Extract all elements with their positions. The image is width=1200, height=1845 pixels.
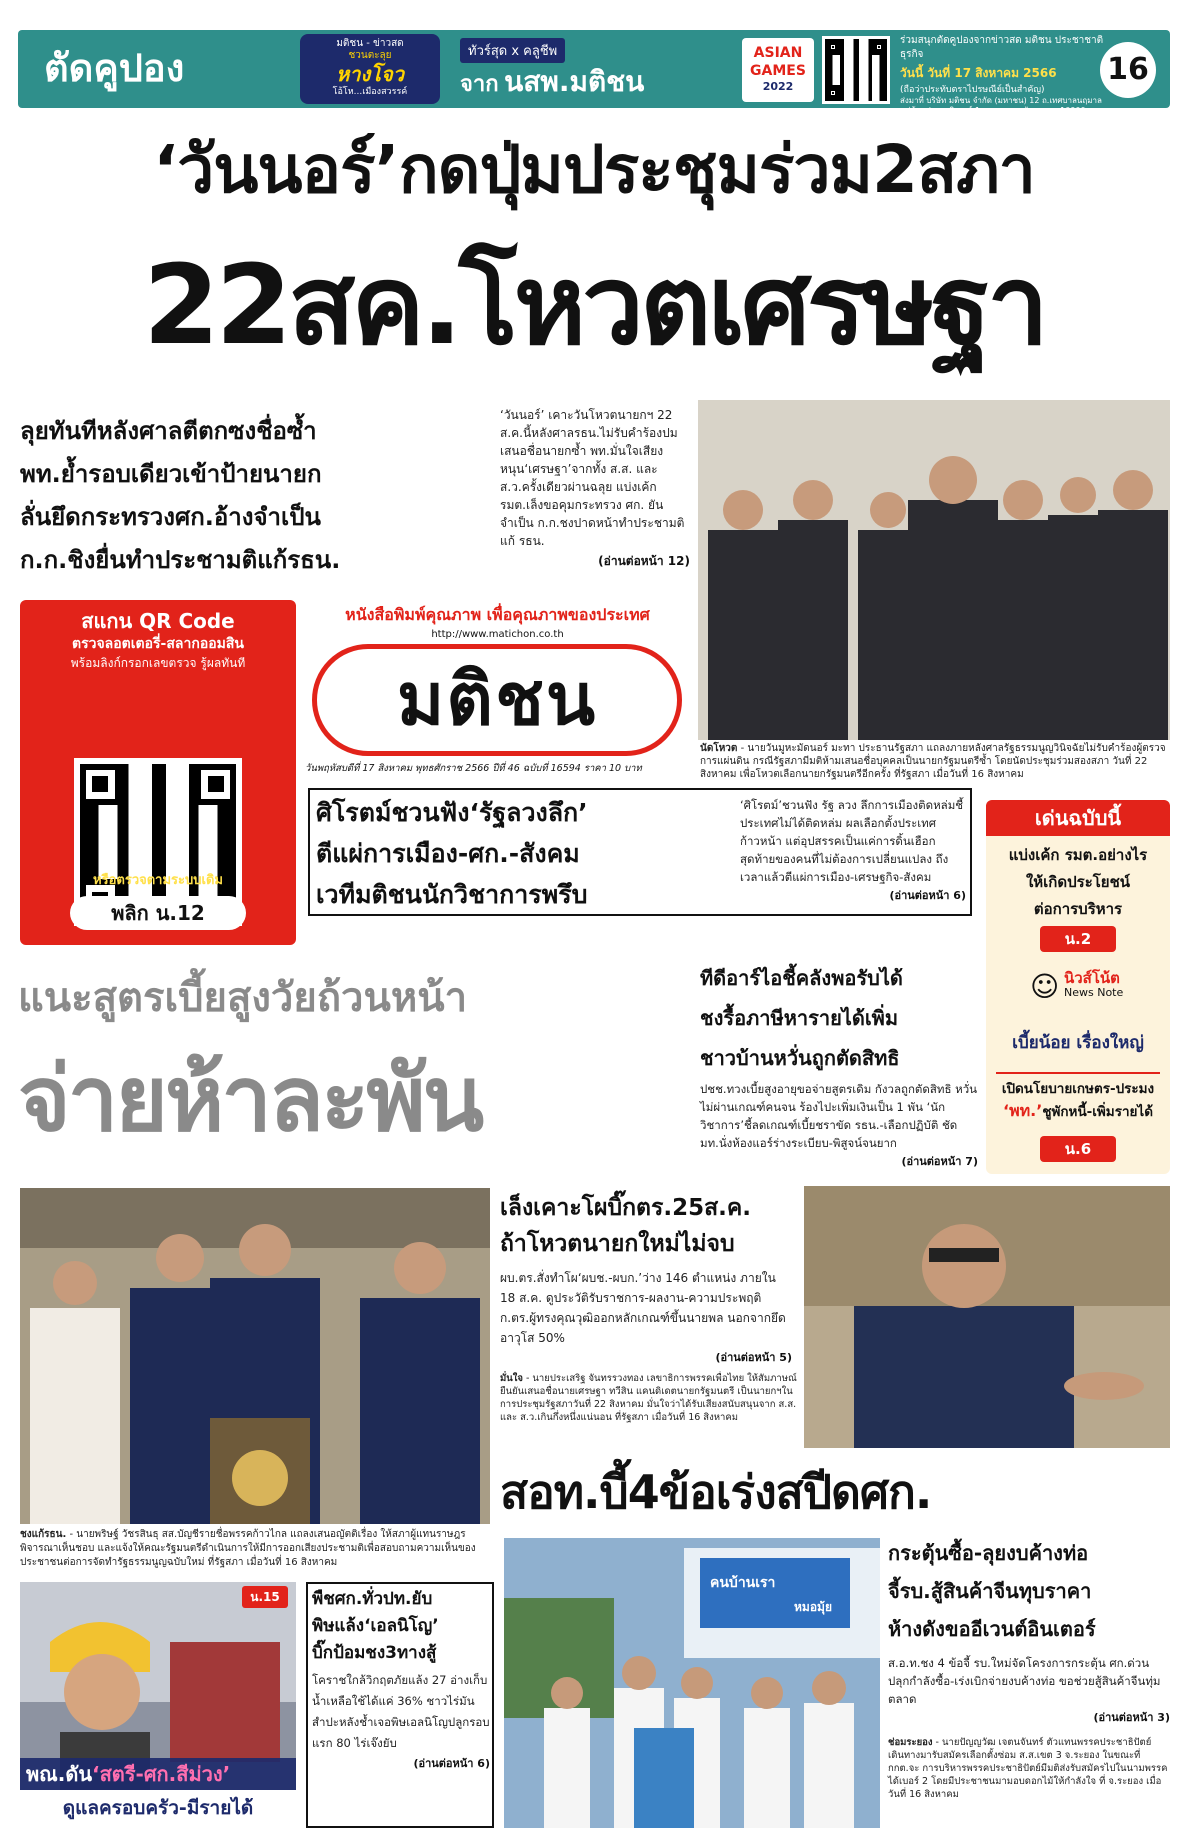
promo-main: หางโจว bbox=[336, 62, 404, 86]
bottom-photo-caption bbox=[888, 1736, 1170, 1801]
headline-line1: ‘วันนอร์’กดปุ่มประชุมร่วม2สภา bbox=[153, 131, 1035, 208]
bottom-photo bbox=[504, 1538, 880, 1828]
crops-more: (อ่านต่อหน้า 6) bbox=[413, 1757, 490, 1770]
promo-badge bbox=[300, 34, 440, 104]
seminar-head-3: เวทีมติชนนักวิชาการพรึบ bbox=[316, 880, 588, 909]
highlights-item3-l1: เปิดนโยบายเกษตร-ประมง bbox=[1001, 1081, 1155, 1097]
worker-page[interactable]: น.15 bbox=[242, 1586, 288, 1608]
crops-head-3: บิ๊กป้อมชง3ทางสู้ bbox=[312, 1643, 437, 1663]
newsnote-th: นิวส์โน้ต bbox=[1064, 969, 1120, 987]
police-head-2: ถ้าโหวตนายกใหม่ไม่จบ bbox=[500, 1231, 735, 1257]
header-address: ส่งมาที่ บริษัท มติชน จำกัด (มหาชน) 12 ถ.เทศบาลนฤมาล หมู่บ้านประชานิเวศน์ 1 ลาดยาว จตุจักร กทม. 10900 bbox=[900, 96, 1102, 115]
elderly-sub-2: ชงรื้อภาษีหารายได้เพิ่ม bbox=[700, 1006, 899, 1030]
top-photo-caption-text: - นายวันมูหะมัดนอร์ มะทา ประธานรัฐสภา แถลงภายหลังศาลรัฐธรรมนูญวินิจฉัยไม่รับคำร้องผู้ตรวจการแผ่นดิน กรณีรัฐสภามีมติห้ามเสนอชื่อบุคคลเป็นนายกรัฐมนตรีซ้ำ โดยนัดประชุมร่วมสองสภา วันที่ 22 สิงหาคม เพื่อโหวตเลือกนายกรัฐมนตรีอีกครั้ง ที่รัฐสภา เมื่อวันที่ 16 สิงหาคม bbox=[700, 743, 1166, 780]
date-note: (ถือว่าประทับตราไปรษณีย์เป็นสำคัญ) bbox=[900, 85, 1045, 95]
elderly-sub-3: ชาวบ้านหวั่นถูกตัดสิทธิ bbox=[700, 1046, 900, 1070]
police-head bbox=[500, 1190, 800, 1262]
masthead-url: http://www.matichon.co.th bbox=[431, 629, 564, 640]
elderly-sub-1: ทีดีอาร์ไอชี้คลังพอรับได้ bbox=[700, 966, 903, 990]
bottom-photo-caption-title: ช่อมระยอง bbox=[888, 1737, 933, 1748]
newsnote-icon: ☺ bbox=[1030, 970, 1060, 1003]
asian-games-3: 2022 bbox=[762, 80, 794, 93]
fti-head: สอท.บี้4ข้อเร่งสปีดศก. bbox=[500, 1465, 932, 1519]
crops-head bbox=[312, 1586, 492, 1667]
seminar-head-1: ศิโรตม์ชวนฟัง‘รัฐลวงลึก’ bbox=[316, 798, 588, 827]
qr-ad-page-ref: พลิก น.12 bbox=[70, 896, 246, 930]
crops-head-2: พิษแล้ง‘เอลนิโญ’ bbox=[312, 1616, 439, 1636]
worker-line1-b: ‘สตรี-ศก.สีม่วง’ bbox=[92, 1762, 231, 1786]
tour-small: ทัวร์สุด x คลูชีพ bbox=[460, 38, 565, 63]
highlights-item1-l3: ต่อการบริหาร bbox=[1033, 900, 1123, 918]
highlights-item1-l2: ให้เกิดประโยชน์ bbox=[1025, 873, 1131, 891]
elderly-head2: จ่ายห้าละพัน bbox=[18, 1047, 482, 1152]
worker-line1-a: พณ.ดัน bbox=[26, 1762, 92, 1786]
promo-small: มติชน - ข่าวสด bbox=[336, 38, 404, 49]
crops-body: โคราชใกล้วิกฤตภัยแล้ง 27 อ่างเก็บน้ำเหลือใช้ได้แค่ 36% ชาวไร่มันสำปะหลังช้ำเจอพิษเอลนิโญปลูกรอบแรก 80 ไร่เจ๊งยับ bbox=[312, 1673, 490, 1750]
seminar-more: (อ่านต่อหน้า 6) bbox=[889, 889, 966, 902]
asian-games-1: ASIAN bbox=[753, 45, 803, 61]
header-date: วันนี้ วันที่ 17 สิงหาคม 2566 bbox=[900, 66, 1057, 80]
lead-line-3: ลั่นยึดกระทรวงศก.อ้างจำเป็น bbox=[20, 503, 321, 531]
header-qr-code bbox=[822, 36, 890, 104]
left-photo-caption bbox=[20, 1528, 490, 1570]
police-head-1: เล็งเคาะโผบิ๊กตร.25ส.ค. bbox=[500, 1195, 751, 1221]
left-photo-caption-text: - นายพริษฐ์ วัชรสินธุ สส.บัญชีรายชื่อพรรคก้าวไกล แถลงเสนอญัตติเรื่อง ให้สภาผู้แทนราษฎรพิจารณาเห็นชอบ และแจ้งให้คณะรัฐมนตรีดำเนินการให้มีการออกเสียงประชามติเพื่อสอบถามความเห็นของประชาชนต่อการจัดทำรัฐธรรมนูญฉบับใหม่ ที่รัฐสภา เมื่อวันที่ 16 สิงหาคม bbox=[20, 1529, 476, 1568]
masthead-logo-text: มติชน bbox=[396, 657, 598, 741]
highlights-divider bbox=[996, 1072, 1160, 1074]
mid-photo-caption-title: มั่นใจ bbox=[500, 1373, 523, 1384]
mid-photo bbox=[804, 1186, 1170, 1448]
left-photo bbox=[20, 1188, 490, 1524]
tour-from: จาก bbox=[460, 72, 499, 97]
bottom-photo-crowd bbox=[504, 1538, 880, 1828]
qr-ad-alt: หรือตรวจตามระบบเดิม bbox=[93, 873, 223, 888]
masthead-slogan: หนังสือพิมพ์คุณภาพ เพื่อคุณภาพของประเทศ bbox=[345, 605, 650, 624]
lead-more: (อ่านต่อหน้า 12) bbox=[598, 554, 690, 568]
qr-ad-title: สแกน QR Code bbox=[81, 609, 235, 633]
seminar-body: ‘ศิโรตม์’ชวนฟัง รัฐ ลวง ลึกการเมืองติดหล่มชี้ประเทศไม่ได้ติดหล่ม ผลเลือกตั้งประเทศก้าวหน้า แต่อุปสรรคเป็นแค่การดิ้นเฮือกสุดท้ายของคนที่ไม่ต้องการเปลี่ยนแปลง ถึงเวลาแล้วตีแผ่การเมือง-เศรษฐกิจ-สังคม bbox=[740, 798, 964, 884]
lead-summary bbox=[20, 410, 490, 582]
seminar-head-2: ตีแผ่การเมือง-ศก.-สังคม bbox=[316, 839, 580, 868]
mid-photo-caption bbox=[500, 1372, 798, 1424]
top-photo-people bbox=[698, 400, 1170, 740]
asian-games-2: GAMES bbox=[750, 63, 806, 79]
elderly-more: (อ่านต่อหน้า 7) bbox=[901, 1155, 978, 1168]
fti-sub-3: ห้างดังขออีเวนต์อินเตอร์ bbox=[888, 1617, 1096, 1641]
tour-main: นสพ.มติชน bbox=[504, 65, 645, 98]
qr-ad-line2: พร้อมลิงก์กรอกเลขตรวจ รู้ผลทันที bbox=[70, 656, 246, 670]
elderly-sub bbox=[700, 958, 980, 1078]
elderly-head1: แนะสูตรเบี้ยสูงวัยถ้วนหน้า bbox=[18, 975, 468, 1021]
left-photo-people bbox=[20, 1188, 490, 1524]
masthead-issue: วันพฤหัสบดีที่ 17 สิงหาคม พุทธศักราช 2566 ปีที่ 46 ฉบับที่ 16594 ราคา 10 บาท bbox=[305, 763, 642, 774]
police-body: ผบ.ตร.สั่งทำโผ‘ผบช.-ผบก.’ว่าง 146 ตำแหน่ง ภายใน 18 ส.ค. ดูประวัติรับราชการ-ผลงาน-ความประพฤติ ก.ตร.ผู้ทรงคุณวุฒิออกหลักเกณฑ์ขึ้นนายพล นอกจากยึดอาวุโส 50% bbox=[500, 1271, 786, 1345]
worker-line2: ดูแลครอบครัว-มีรายได้ bbox=[20, 1790, 296, 1826]
highlights-item1-page[interactable]: น.2 bbox=[1040, 926, 1116, 952]
lead-body: ‘วันนอร์’ เคาะวันโหวตนายกฯ 22 ส.ค.นี้หลังศาลรธน.ไม่รับคำร้องปมเสนอชื่อนายกซ้ำ พท.มั่นใจเสียงหนุน‘เศรษฐา’จากทั้ง ส.ส. และ ส.ว.ครั้งเดียวผ่านฉลุย แบ่งเค้ก รมต.เล็งขอคุมกระทรวง ศก. ยันจำเป็น ก.ก.ชงปาดหน้าทำประชามติแก้ รธน. bbox=[500, 408, 685, 548]
masthead-logo bbox=[312, 644, 682, 756]
fti-sub-1: กระตุ้นซื้อ-ลุยงบค้างท่อ bbox=[888, 1541, 1089, 1565]
left-photo-caption-title: ชงแก้รธน. bbox=[20, 1529, 67, 1540]
promo-sub: ชวนตะลุย bbox=[348, 50, 392, 61]
lead-line-2: พท.ย้ำรอบเดียวเข้าป้ายนายก bbox=[20, 460, 322, 488]
highlights-item1-l1: แบ่งเค้ก รมต.อย่างไร bbox=[1008, 846, 1148, 864]
highlights-item3-page[interactable]: น.6 bbox=[1040, 1136, 1116, 1162]
lead-line-4: ก.ก.ชิงยื่นทำประชามติแก้รธน. bbox=[20, 546, 341, 574]
highlights-item2: เบี้ยน้อย เรื่องใหญ่ bbox=[1012, 1033, 1144, 1053]
headline-line2: 22สค.โหวตเศรษฐา bbox=[143, 241, 1045, 369]
mid-photo-person bbox=[804, 1186, 1170, 1448]
asian-games-logo bbox=[742, 38, 814, 102]
bottom-photo-caption-text: - นายปัญญวัฒ เจตนจันทร์ ตัวแทนพรรคประชาธิปัตย์ เดินทางมารับสมัครเลือกตั้งซ่อม ส.ส.เขต 3 จ.ระยอง ในขณะที่ กกต.จะ การบริหารพรรคประชาธิปัตย์มีมติส่งรับสมัครไปในนามพรรค ได้เบอร์ 2 โดยมีประชาชนมามอบดอกไม้ให้กำลังใจ ที่ จ.ระยอง เมื่อวันที่ 16 สิงหาคม bbox=[888, 1737, 1168, 1800]
worker-line1 bbox=[20, 1758, 296, 1790]
highlights-item3 bbox=[986, 1078, 1170, 1123]
page-number: 16 bbox=[1100, 42, 1156, 98]
highlights-item3-l2: ชูพักหนี้-เพิ่มรายได้ bbox=[1042, 1104, 1153, 1120]
fti-more: (อ่านต่อหน้า 3) bbox=[1093, 1711, 1170, 1724]
fti-sub-2: จี้รบ.สู้สินค้าจีนทุบราคา bbox=[888, 1579, 1092, 1603]
top-photo-caption-title: นัดโหวต bbox=[700, 743, 738, 754]
top-photo-caption bbox=[700, 742, 1170, 781]
newsnote-logo bbox=[1030, 966, 1140, 1006]
mid-photo-caption-text: - นายประเสริฐ จันทรรวงทอง เลขาธิการพรรคเพื่อไทย ให้สัมภาษณ์ยืนยันเสนอชื่อนายเศรษฐา ทวีสิน แคนดิเดตนายกรัฐมนตรี เป็นนายกฯในการประชุมรัฐสภาวันที่ 22 สิงหาคม มั่นใจว่าได้รับเสียงสนับสนุนจาก ส.ส. และ ส.ว.เกินกึ่งหนึ่งแน่นอน ที่รัฐสภา เมื่อวันที่ 16 สิงหาคม bbox=[500, 1373, 797, 1423]
fti-sub bbox=[888, 1534, 1170, 1648]
bottom-photo-banner: คนบ้านเรา bbox=[710, 1575, 776, 1591]
crops-head-1: พืชศก.ทั่วปท.ยับ bbox=[312, 1589, 433, 1609]
top-photo bbox=[698, 400, 1170, 740]
seminar-head bbox=[316, 792, 736, 915]
newsnote-en: News Note bbox=[1064, 986, 1124, 999]
lead-line-1: ลุยทันทีหลังศาลตีตกซงชื่อซ้ำ bbox=[20, 417, 317, 445]
highlights-item3-party: ‘พท.’ bbox=[1002, 1101, 1043, 1120]
section-title: ตัดคูปอง bbox=[44, 46, 185, 90]
elderly-body: ปชช.ทวงเบี้ยสูงอายุขอจ่ายสูตรเดิม กังวลถูกตัดสิทธิ หวั่นไม่ผ่านเกณฑ์คนจน ร้องไปะเพิ่มเงินเป็น 1 พัน ‘นักวิชาการ’ชี้ลดเกณฑ์เบี้ยชราขัด รธน.-เลือกปฏิบัติ ชัด มท.นั่งห้องแอร์ร่างระเบียบ-พิสูจน์จนยาก bbox=[700, 1082, 978, 1150]
highlights-item1 bbox=[986, 842, 1170, 923]
join-text: ร่วมสนุกตัดคูปองจากข่าวสด มติชน ประชาชาติธุรกิจ bbox=[900, 35, 1104, 60]
highlights-title: เด่นฉบับนี้ bbox=[986, 800, 1170, 836]
qr-ad-line1: ตรวจลอตเตอรี่-สลากออมสิน bbox=[72, 636, 244, 652]
promo-tag: โอ้โห...เมืองสวรรค์ bbox=[332, 87, 408, 97]
worker-box bbox=[20, 1582, 296, 1826]
police-more: (อ่านต่อหน้า 5) bbox=[715, 1351, 792, 1364]
fti-body: ส.อ.ท.ชง 4 ข้อจี้ รบ.ใหม่จัดโครงการกระตุ้น ศก.ด่วน ปลุกกำลังซื้อ-เร่งเบิกจ่ายงบค้างท่อ ขอช่วยสู้สินค้าจีนทุ่มตลาด bbox=[888, 1656, 1161, 1706]
bottom-photo-sign: หมอมุ้ย bbox=[794, 1600, 832, 1614]
